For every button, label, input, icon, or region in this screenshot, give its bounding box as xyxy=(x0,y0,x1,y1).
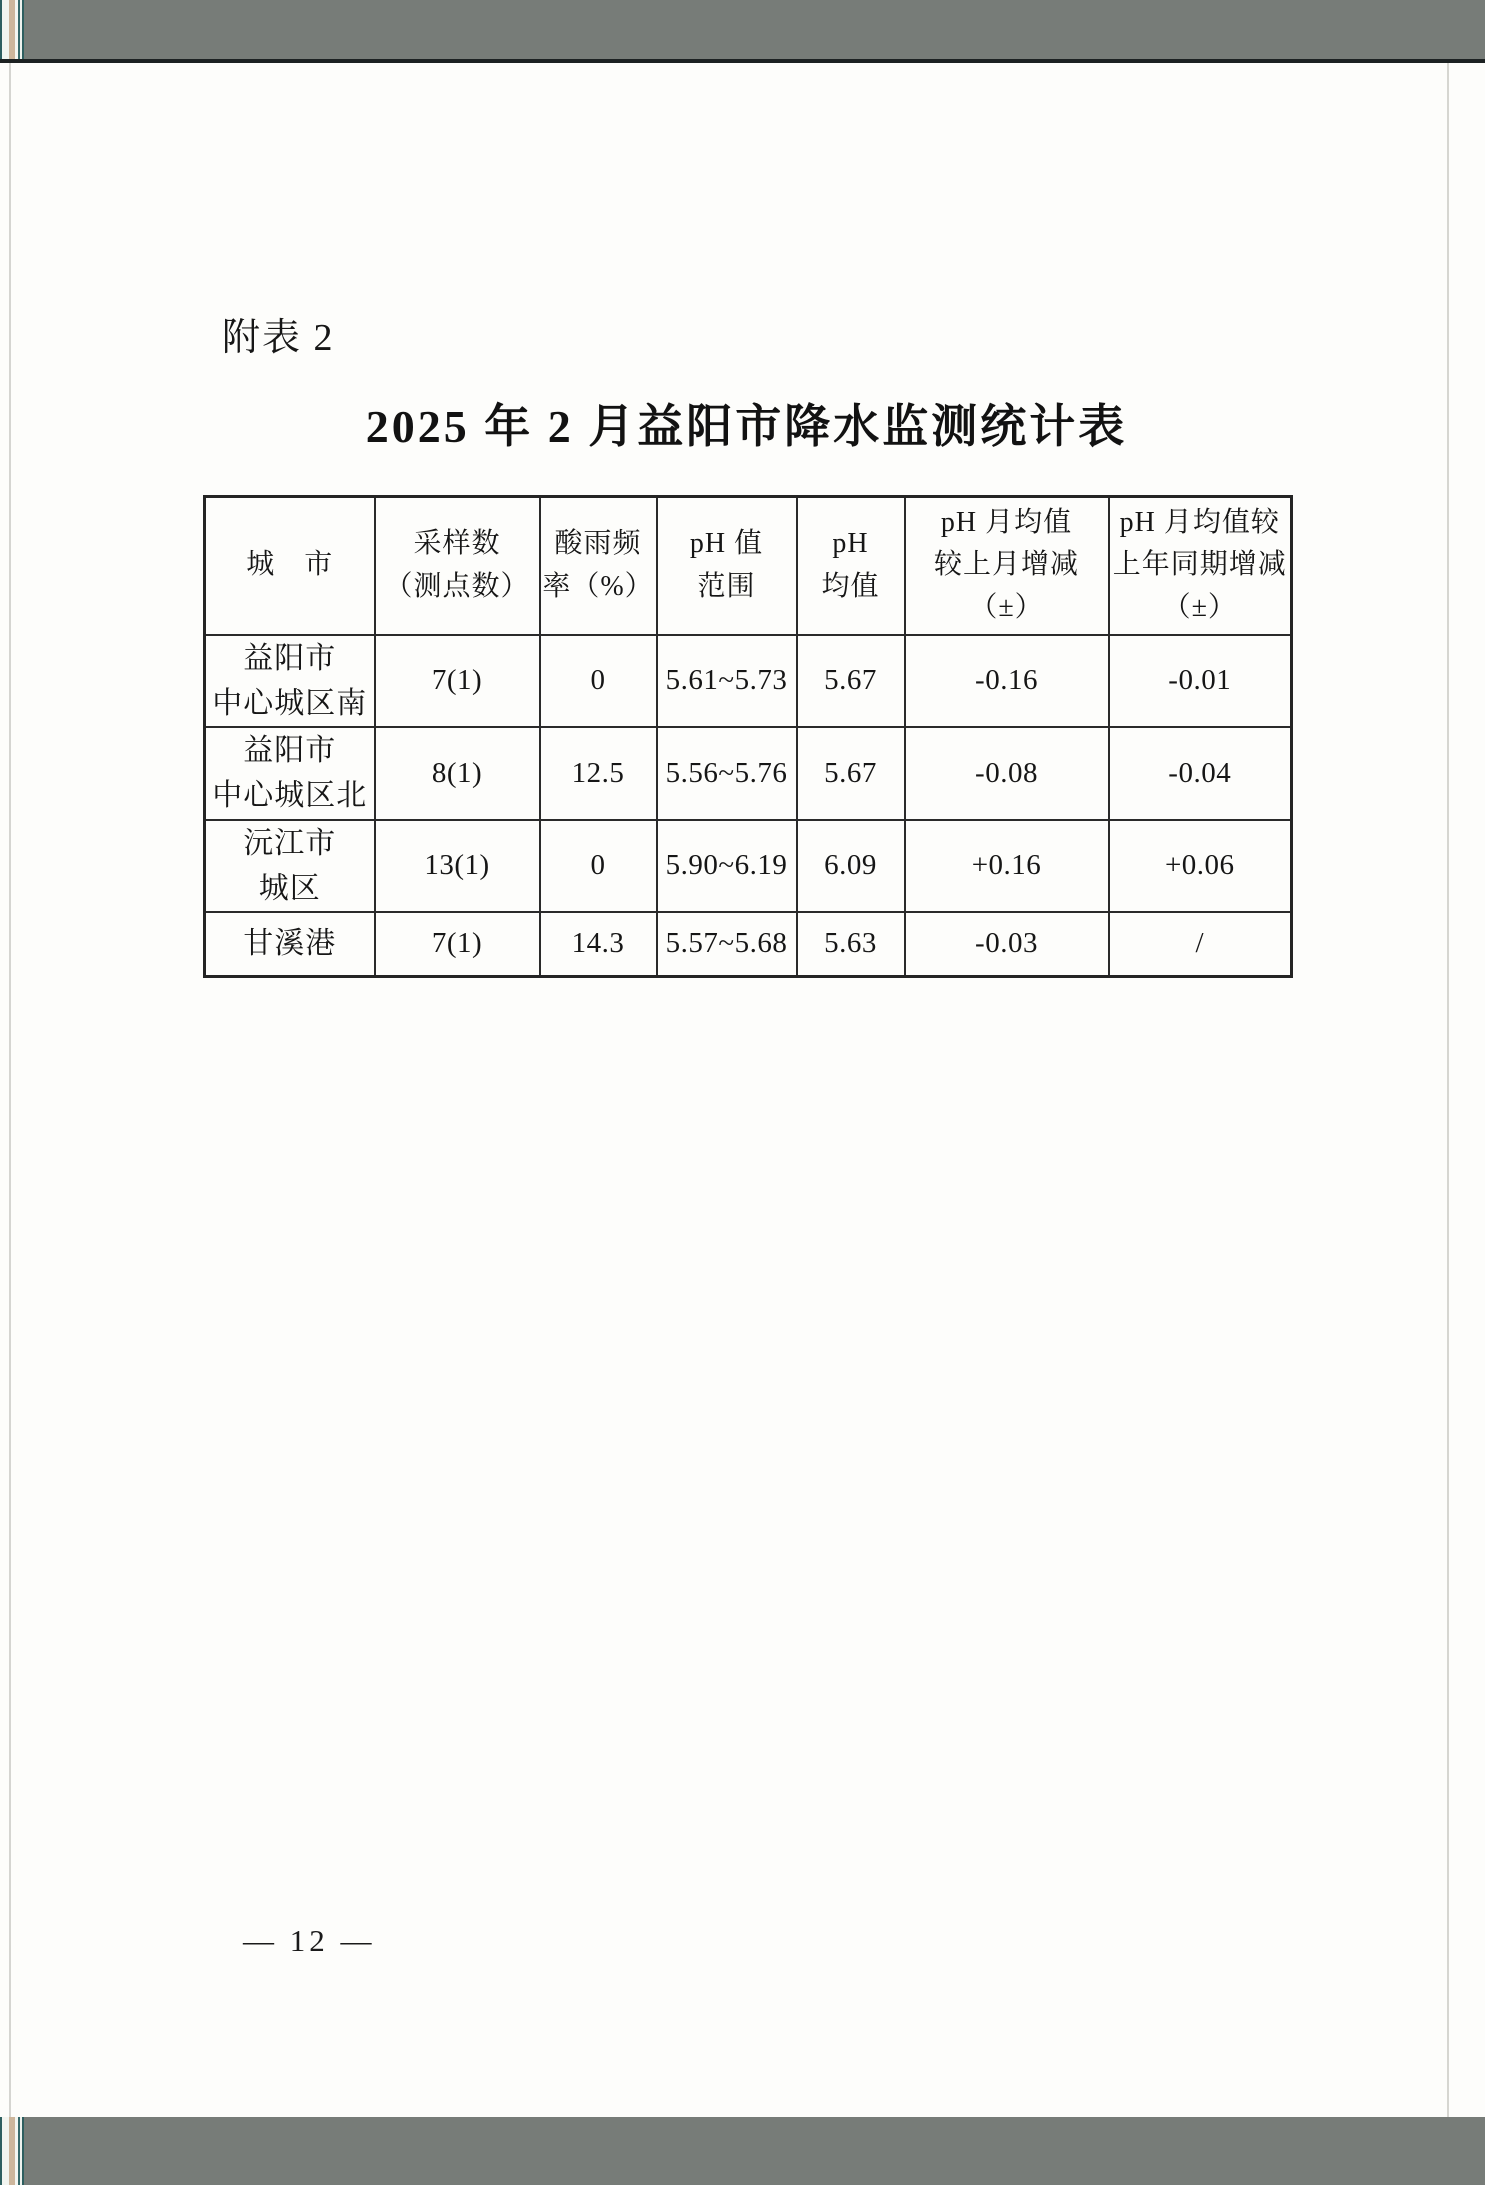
table-row xyxy=(205,635,1292,727)
page-fold-line-left xyxy=(9,63,11,2117)
scan-border-bottom xyxy=(0,2117,1485,2185)
cell-change-vs-last-year: / xyxy=(1109,912,1292,977)
cell-sample-count: 7(1) xyxy=(375,912,540,977)
page-fold-line-right xyxy=(1447,63,1449,2117)
page-number: — 12 — xyxy=(243,1923,376,1958)
cell-city xyxy=(205,912,375,977)
cell-ph-mean: 6.09 xyxy=(797,820,905,912)
header-ph-mean xyxy=(797,497,905,635)
header-text: pH 月均值 xyxy=(940,506,1073,538)
appendix-label: 附表 2 xyxy=(222,317,335,359)
header-text: 城 市 xyxy=(246,549,334,581)
city-name-line: 甘溪港 xyxy=(243,927,337,961)
cell-ph-mean: 5.63 xyxy=(797,912,905,977)
city-name-line: 城区 xyxy=(258,871,321,905)
cell-change-vs-last-month: -0.03 xyxy=(905,912,1109,977)
cell-ph-range: 5.56~5.76 xyxy=(657,727,797,820)
table-header-row xyxy=(205,497,1292,635)
header-sample-count xyxy=(375,497,540,635)
header-text: pH 值 xyxy=(689,528,764,560)
header-text: 上年同期增减 xyxy=(1112,549,1287,581)
table-row xyxy=(205,820,1292,912)
scan-edge-stripes-bottom xyxy=(0,2117,25,2185)
header-change-vs-last-year xyxy=(1109,497,1292,635)
header-text: 率（%） xyxy=(542,570,654,602)
table-row xyxy=(205,727,1292,820)
scan-border-top xyxy=(0,0,1485,63)
page-title: 2025 年 2 月益阳市降水监测统计表 xyxy=(365,401,1128,452)
cell-city xyxy=(205,727,375,820)
cell-ph-range: 5.57~5.68 xyxy=(657,912,797,977)
cell-ph-range: 5.90~6.19 xyxy=(657,820,797,912)
cell-acid-rain-frequency: 0 xyxy=(540,635,657,727)
cell-acid-rain-frequency: 14.3 xyxy=(540,912,657,977)
header-text: 均值 xyxy=(821,570,880,602)
header-change-vs-last-month xyxy=(905,497,1109,635)
cell-change-vs-last-year: -0.04 xyxy=(1109,727,1292,820)
header-text: 较上月增减 xyxy=(933,549,1079,581)
cell-acid-rain-frequency: 0 xyxy=(540,820,657,912)
header-city xyxy=(205,497,375,635)
header-text: 酸雨频 xyxy=(554,528,642,560)
header-text: pH xyxy=(832,528,869,560)
cell-sample-count: 7(1) xyxy=(375,635,540,727)
city-name-line: 中心城区北 xyxy=(212,779,368,812)
header-text: 范围 xyxy=(697,570,756,602)
cell-sample-count: 13(1) xyxy=(375,820,540,912)
cell-change-vs-last-year: +0.06 xyxy=(1109,820,1292,912)
header-text: （±） xyxy=(969,592,1044,624)
cell-ph-range: 5.61~5.73 xyxy=(657,635,797,727)
cell-acid-rain-frequency: 12.5 xyxy=(540,727,657,820)
cell-ph-mean: 5.67 xyxy=(797,635,905,727)
cell-city xyxy=(205,820,375,912)
header-ph-range xyxy=(657,497,797,635)
precipitation-monitoring-table xyxy=(203,495,1293,978)
cell-city xyxy=(205,635,375,727)
cell-change-vs-last-month: -0.16 xyxy=(905,635,1109,727)
header-acid-rain-frequency xyxy=(540,497,657,635)
scan-edge-stripes-top xyxy=(0,0,25,59)
cell-ph-mean: 5.67 xyxy=(797,727,905,820)
table-row xyxy=(205,912,1292,977)
header-text: pH 月均值较 xyxy=(1119,506,1280,538)
header-text: 采样数 xyxy=(413,528,501,560)
header-text: （±） xyxy=(1162,592,1237,624)
cell-change-vs-last-year: -0.01 xyxy=(1109,635,1292,727)
cell-change-vs-last-month: -0.08 xyxy=(905,727,1109,820)
city-name-line: 沅江市 xyxy=(243,826,337,860)
city-name-line: 益阳市 xyxy=(243,641,337,675)
cell-change-vs-last-month: +0.16 xyxy=(905,820,1109,912)
header-text: （测点数） xyxy=(384,570,530,602)
city-name-line: 中心城区南 xyxy=(212,686,368,720)
city-name-line: 益阳市 xyxy=(243,734,337,767)
cell-sample-count: 8(1) xyxy=(375,727,540,820)
